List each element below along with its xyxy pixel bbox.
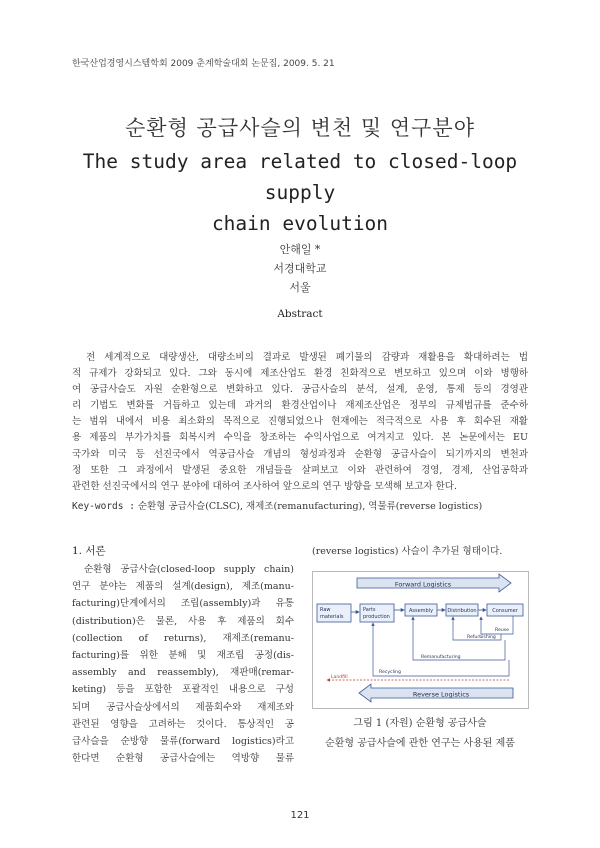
left-column: [72, 543, 294, 767]
process-box-assembly: [405, 604, 437, 616]
abstract-line: 는 범위 내에서 비용 최소화의 목적으로 진행되었으나 현재에는 적극적으로 사용 후 회수된 재활: [72, 416, 528, 428]
body-line: 순환형 공급사슬(closed-loop supply chain): [84, 564, 294, 575]
abstract-line: 적 규제가 강화되고 있다. 그와 동시에 제조산업도 환경 친화적으로 변모하고 있으며 이와 병행하: [72, 368, 528, 380]
reuse-label: Reuse: [495, 628, 509, 633]
title-korean: 순환형 공급사슬의 변천 및 연구분야: [125, 116, 475, 140]
distribution-label: Distribution: [447, 608, 477, 614]
landfill-flow: [327, 674, 509, 680]
abstract-line: 리 기법도 변화를 거듭하고 있는데 과거의 환경산업이나 재제조산업은 정부의 규제법규를 준수하: [72, 400, 528, 412]
abstract-line: 관련한 선진국에서의 연구 분야에 대하여 조사하여 앞으로의 연구 방향을 모색해 보고자 한다.: [72, 480, 457, 492]
landfill-label: Landfill: [331, 675, 348, 680]
refurbishing-loop: [453, 617, 501, 640]
forward-logistics-arrow: [357, 574, 511, 592]
recycling-loop: [373, 623, 509, 676]
reuse-loop: [481, 616, 513, 634]
svg-text:Parts: Parts: [363, 607, 376, 613]
body-line: assembly and reassembly), 재판매(remar-: [72, 667, 294, 679]
body-line: 급사슬을 순방향 물류(forward logistics)라고: [72, 736, 294, 748]
section-heading: 1. 서론: [72, 545, 106, 557]
figure-diagram: [313, 572, 528, 708]
body-line: facturing)단계에서의 조립(assembly)과 유통: [72, 598, 294, 610]
assembly-label: Assembly: [408, 608, 434, 614]
abstract-line: 국가와 미국 등 선진국에서 역공급사슬 개념의 형성과정과 순환형 공급사슬이 되기까지의 변천과: [72, 448, 528, 460]
recycling-label: Recycling: [379, 670, 401, 675]
remanufacturing-label: Remanufacturing: [421, 655, 461, 660]
author-name: 안해일 *: [279, 243, 321, 256]
body-line: keting) 등을 포함한 포괄적인 내용으로 구성: [72, 684, 294, 696]
forward-logistics-label: Forward Logistics: [394, 580, 452, 589]
supply-chain-figure: [312, 571, 529, 709]
body-line: 되며 공급사슬상에서의 제품회수와 재제조와: [72, 701, 294, 713]
body-line: (collection of returns), 재제조(remanu-: [72, 632, 294, 644]
keywords: [72, 498, 482, 512]
right-column-text: 순환형 공급사슬에 관한 연구는 사용된 제품: [325, 738, 515, 749]
abstract-line: 전 세계적으로 대량생산, 대량소비의 결과로 발생된 폐기물의 감량과 재활용을 확대하려는 법: [86, 352, 528, 363]
reverse-logistics-arrow: [359, 684, 513, 702]
abstract-line: 정 또한 그 과정에서 발생된 중요한 개념들을 살펴보고 이와 관련하여 경영, 경제, 산업공학과: [72, 464, 528, 476]
consumer-label: Consumer: [492, 608, 518, 614]
body-line: facturing)를 위한 분해 및 재조립 공정(dis-: [72, 650, 294, 662]
process-box-distribution: [446, 604, 478, 616]
right-column-text: (reverse logistics) 사슬이 추가된 형태이다.: [312, 546, 503, 557]
title-english: [60, 146, 540, 239]
svg-text:Raw: Raw: [320, 607, 331, 613]
keywords-text: 순환형 공급사슬(CLSC), 재제조(remanufacturing), 역물류(reverse logistics): [134, 501, 483, 512]
body-line: 한다면 순환형 공급사슬에는 역방향 물류: [72, 753, 294, 765]
svg-text:production: production: [363, 614, 390, 620]
abstract-heading: Abstract: [277, 308, 323, 320]
author-block: [0, 240, 600, 297]
body-line: 관련된 영향을 고려하는 것이다. 통상적인 공: [72, 718, 294, 730]
running-header: 한국산업경영시스템학회 2009 춘계학술대회 논문집, 2009. 5. 21: [72, 59, 335, 69]
process-box-raw-materials: [317, 604, 351, 622]
process-box-consumer: [487, 604, 523, 616]
body-line: (distribution)은 물론, 사용 후 제품의 회수: [72, 615, 294, 627]
abstract-body: [72, 350, 528, 495]
keywords-label: Key-words :: [72, 501, 135, 512]
author-affiliation: 서경대학교: [273, 262, 327, 275]
reverse-logistics-label: Reverse Logistics: [412, 690, 470, 699]
svg-text:materials: materials: [320, 614, 344, 620]
figure-caption: 그림 1 (자원) 순환형 공급사슬: [353, 718, 487, 729]
refurbishing-label: Refurbishing: [467, 635, 496, 640]
process-box-parts-production: [360, 604, 394, 622]
page-number: 121: [290, 810, 310, 821]
body-line: 연구 분야는 제품의 설계(design), 제조(manu-: [72, 581, 294, 593]
author-location: 서울: [289, 281, 311, 294]
title-english-line: The study area related to closed-loop supply: [82, 150, 518, 204]
abstract-line: 여 공급사슬도 자원 순환형으로 변화하고 있다. 공급사슬의 분석, 설계, 운영, 통제 등의 경영관: [72, 384, 528, 396]
title-english-line: chain evolution: [211, 212, 389, 235]
abstract-line: 용 제품의 부가가치를 회복시켜 수익을 창조하는 수익사업으로 여겨지고 있다. 본 논문에서는 EU: [72, 432, 528, 444]
